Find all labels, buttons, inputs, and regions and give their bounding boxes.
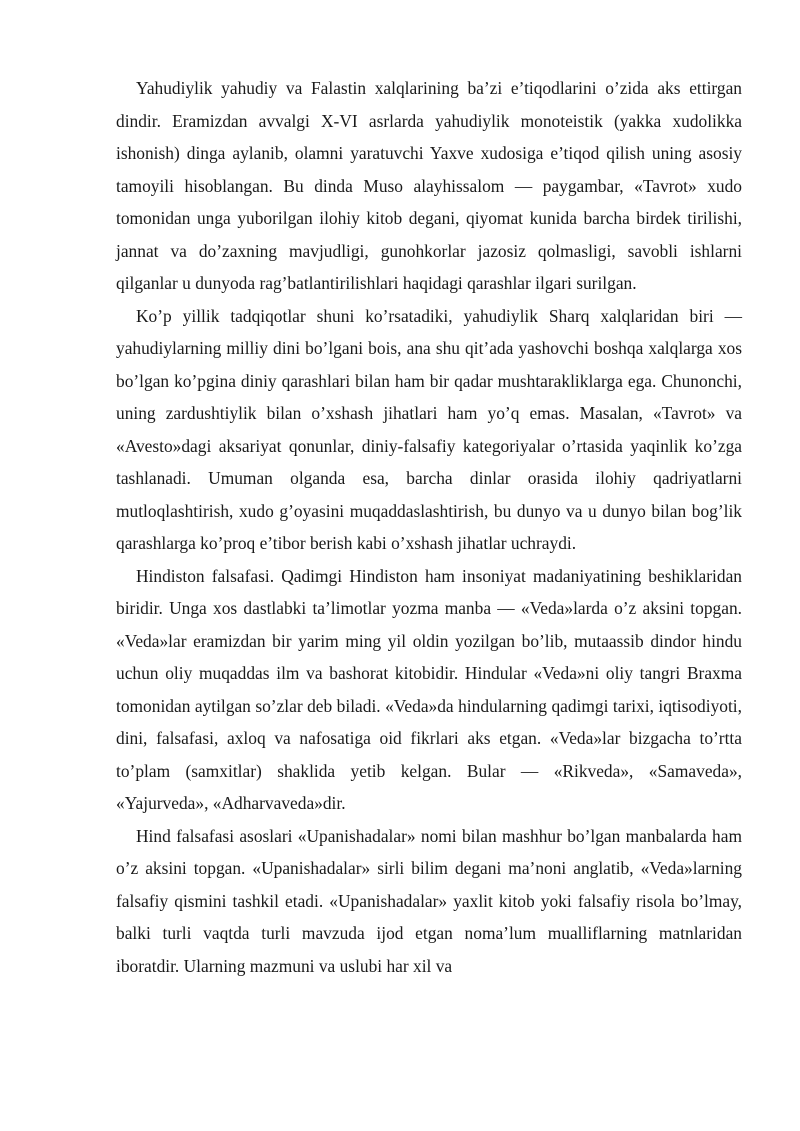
document-body	[116, 72, 742, 982]
paragraph-judaism-comparison: Ko’p yillik tadqiqotlar shuni ko’rsatadiki, yahudiylik Sharq xalqlaridan biri — yahudiylarning milliy dini bo’lgani bois, ana shu qit’ada yashovchi boshqa xalqlarga xos bo’lgan ko’pgina diniy qarashlari bilan ham bir qadar mushtarakliklarga ega. Chunonchi, uning zardushtiylik bilan o’xshash jihatlari ham yo’q emas. Masalan, «Tavrot» va «Avesto»dagi aksariyat qonunlar, diniy-falsafiy kategoriyalar o’rtasida yaqinlik ko’zga tashlanadi. Umuman olganda esa, barcha dinlar orasida ilohiy qadriyatlarni mutloqlashtirish, xudo g’oyasini muqaddaslashtirish, bu dunyo va u dunyo bilan bog’lik qarashlarga ko’proq e’tibor berish kabi o’xshash jihatlar uchraydi.	[116, 305, 742, 553]
paragraph-upanishads: Hind falsafasi asoslari «Upanishadalar» nomi bilan mashhur bo’lgan manbalarda ham o’z aksini topgan. «Upanishadalar» sirli bilim degani ma’noni anglatib, «Veda»larning falsafiy qismini tashkil etadi. «Upanishadalar» yaxlit kitob yoki falsafiy risola bo’lmay, balki turli vaqtda turli mavzuda ijod etgan noma’lum mualliflarning matnlaridan iboratdir. Ularning mazmuni va uslubi har xil va	[116, 825, 742, 976]
paragraph-india-philosophy: Hindiston falsafasi. Qadimgi Hindiston ham insoniyat madaniyatining beshiklaridan biridir. Unga xos dastlabki ta’limotlar yozma manba — «Veda»larda o’z aksini topgan. «Veda»lar eramizdan bir yarim ming yil oldin yozilgan bo’lib, mutaassib dindor hindu uchun oliy muqaddas ilm va bashorat kitobidir. Hindular «Veda»ni oliy tangri Braxma tomonidan aytilgan so’zlar deb biladi. «Veda»da hindularning qadimgi tarixi, iqtisodiyoti, dini, falsafasi, axloq va nafosatiga oid fikrlari aks etgan. «Veda»lar bizgacha to’rtta to’plam (samxitlar) shaklida yetib kelgan. Bular — «Rikveda», «Samaveda», «Yajurveda», «Adharvaveda»dir.	[116, 565, 742, 813]
paragraph-judaism: Yahudiylik yahudiy va Falastin xalqlarining ba’zi e’tiqodlarini o’zida aks ettirgan dindir. Eramizdan avvalgi X-VI asrlarda yahudiylik monoteistik (yakka xudolikka ishonish) dinga aylanib, olamni yaratuvchi Yaxve xudosiga e’tiqod qilish uning asosiy tamoyili hisoblangan. Bu dinda Muso alayhissalom — paygambar, «Tavrot» xudo tomonidan unga yuborilgan ilohiy kitob degani, qiyomat kunida barcha birdek tirilishi, jannat va do’zaxning mavjudligi, gunohkorlar jazosiz qolmasligi, savobli ishlarni qilganlar u dunyoda rag’batlantirilishlari haqidagi qarashlar ilgari surilgan.	[116, 78, 742, 293]
